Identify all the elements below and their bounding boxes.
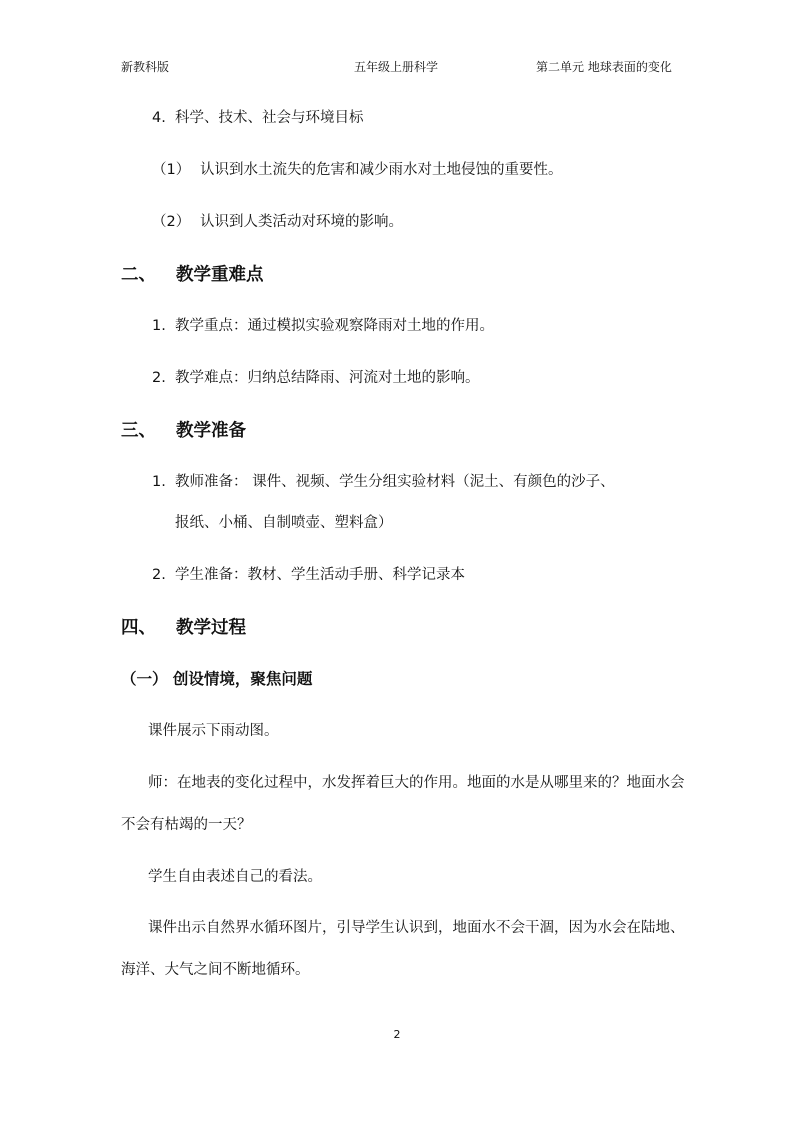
section-2-item-1-num: 1. [152,318,166,334]
section-3-item-1-line-1: 教师准备： 课件、视频、学生分组实验材料（泥土、有颜色的沙子、 [175,474,615,490]
section-4-heading [121,616,246,640]
section-3-item-2 [152,565,465,585]
section-3-heading [121,419,246,443]
section-3-item-2-text: 学生准备：教材、学生活动手册、科学记录本 [175,567,465,583]
section-2-heading [121,263,264,287]
paragraph-4-line-2: 海洋、大气之间不断地循环。 [121,962,310,978]
section-4-num: 四、 [121,618,156,638]
goal4-item-1-num: （1） [152,162,191,178]
section-4-subheading: （一） 创设情境，聚焦问题 [121,670,313,688]
section-3-item-1 [152,472,615,492]
paragraph-2-line-2: 不会有枯竭的一天？ [121,817,252,833]
section-4-title: 教学过程 [176,618,246,638]
paragraph-2-line-1: 师：在地表的变化过程中，水发挥着巨大的作用。地面的水是从哪里来的？地面水会 [148,775,685,791]
section-3-item-2-num: 2. [152,567,166,583]
section-2-item-2-num: 2. [152,370,166,386]
section-3-num: 三、 [121,421,156,441]
section-2-title: 教学重难点 [176,265,264,285]
goal4-item-1-text: 认识到水土流失的危害和减少雨水对土地侵蚀的重要性。 [200,162,563,178]
goal4-item-2-num: （2） [152,214,191,230]
section-2-item-2 [152,368,480,388]
paragraph-4-line-1: 课件出示自然界水循环图片，引导学生认识到，地面水不会干涸，因为水会在陆地、 [148,920,685,936]
goal4-title-num: 4. [152,110,166,126]
goal4-item-2 [152,212,403,232]
section-3-title: 教学准备 [176,421,246,441]
header-left: 新教科版 [121,60,170,74]
goal4-title [152,108,364,128]
section-2-item-1 [152,316,494,336]
section-3-item-1-num: 1. [152,474,166,490]
page-number: 2 [393,1028,401,1041]
section-2-item-1-text: 教学重点：通过模拟实验观察降雨对土地的作用。 [175,318,494,334]
section-2-num: 二、 [121,265,156,285]
paragraph-1: 课件展示下雨动图。 [148,723,279,739]
header-center: 五年级上册科学 [354,60,439,74]
goal4-title-text: 科学、技术、社会与环境目标 [175,110,364,126]
header-right: 第二单元 地球表面的变化 [536,60,672,74]
goal4-item-1 [152,160,563,180]
section-3-item-1-line-2: 报纸、小桶、自制喷壶、塑料盒） [175,515,393,531]
paragraph-3: 学生自由表述自己的看法。 [148,869,322,885]
section-2-item-2-text: 教学难点：归纳总结降雨、河流对土地的影响。 [175,370,480,386]
goal4-item-2-text: 认识到人类活动对环境的影响。 [200,214,403,230]
